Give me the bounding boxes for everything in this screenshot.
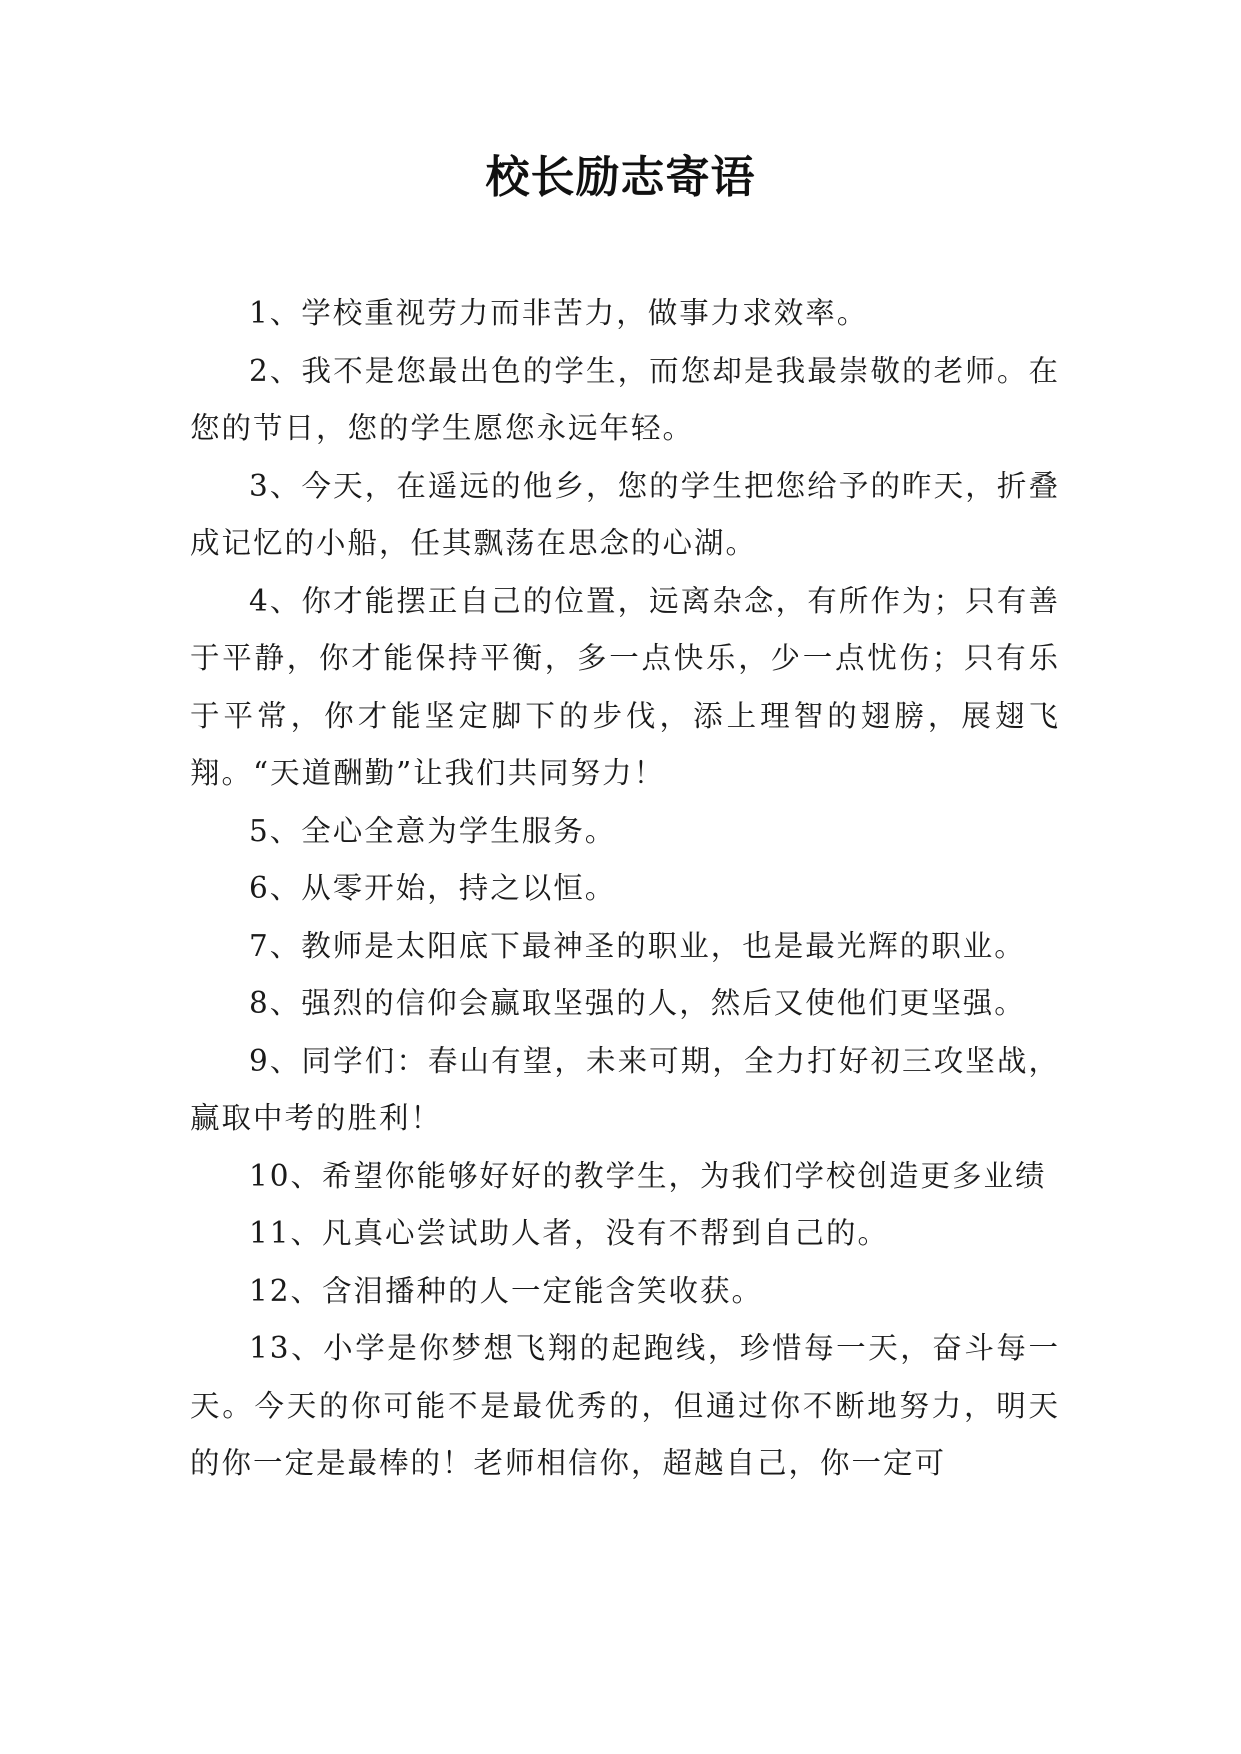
paragraph-11: 11、凡真心尝试助人者，没有不帮到自己的。	[249, 1216, 890, 1250]
document-body	[190, 285, 1060, 1493]
paragraph-12: 12、含泪播种的人一定能含笑收获。	[249, 1273, 764, 1308]
paragraph-10: 10、希望你能够好好的教学生，为我们学校创造更多业绩	[249, 1158, 1047, 1193]
paragraph-9: 9、同学们：春山有望，未来可期，全力打好初三攻坚战，赢取中考的胜利！	[190, 1043, 1060, 1135]
paragraph-8: 8、强烈的信仰会赢取坚强的人，然后又使他们更坚强。	[249, 986, 1026, 1020]
paragraph-7: 7、教师是太阳底下最神圣的职业，也是最光辉的职业。	[249, 928, 1026, 963]
paragraph-13: 13、小学是你梦想飞翔的起跑线，珍惜每一天，奋斗每一天。今天的你可能不是最优秀的，但通过你不断地努力，明天的你一定是最棒的！老师相信你，超越自己，你一定可	[190, 1331, 1060, 1480]
paragraph-6: 6、从零开始，持之以恒。	[249, 871, 617, 905]
paragraph-1: 1、学校重视劳力而非苦力，做事力求效率。	[249, 296, 869, 330]
paragraph-3: 3、今天，在遥远的他乡，您的学生把您给予的昨天，折叠成记忆的小船，任其飘荡在思念的心湖。	[190, 468, 1060, 560]
paragraph-5: 5、全心全意为学生服务。	[249, 813, 617, 848]
document-title: 校长励志寄语	[485, 152, 756, 203]
paragraph-2: 2、我不是您最出色的学生，而您却是我最崇敬的老师。在您的节日，您的学生愿您永远年轻。	[190, 353, 1060, 445]
paragraph-4: 4、你才能摆正自己的位置，远离杂念，有所作为；只有善于平静，你才能保持平衡，多一点快乐，少一点忧伤；只有乐于平常，你才能坚定脚下的步伐，添上理智的翅膀，展翅飞翔。“天道酬勤”让我们共同努力！	[190, 583, 1060, 790]
